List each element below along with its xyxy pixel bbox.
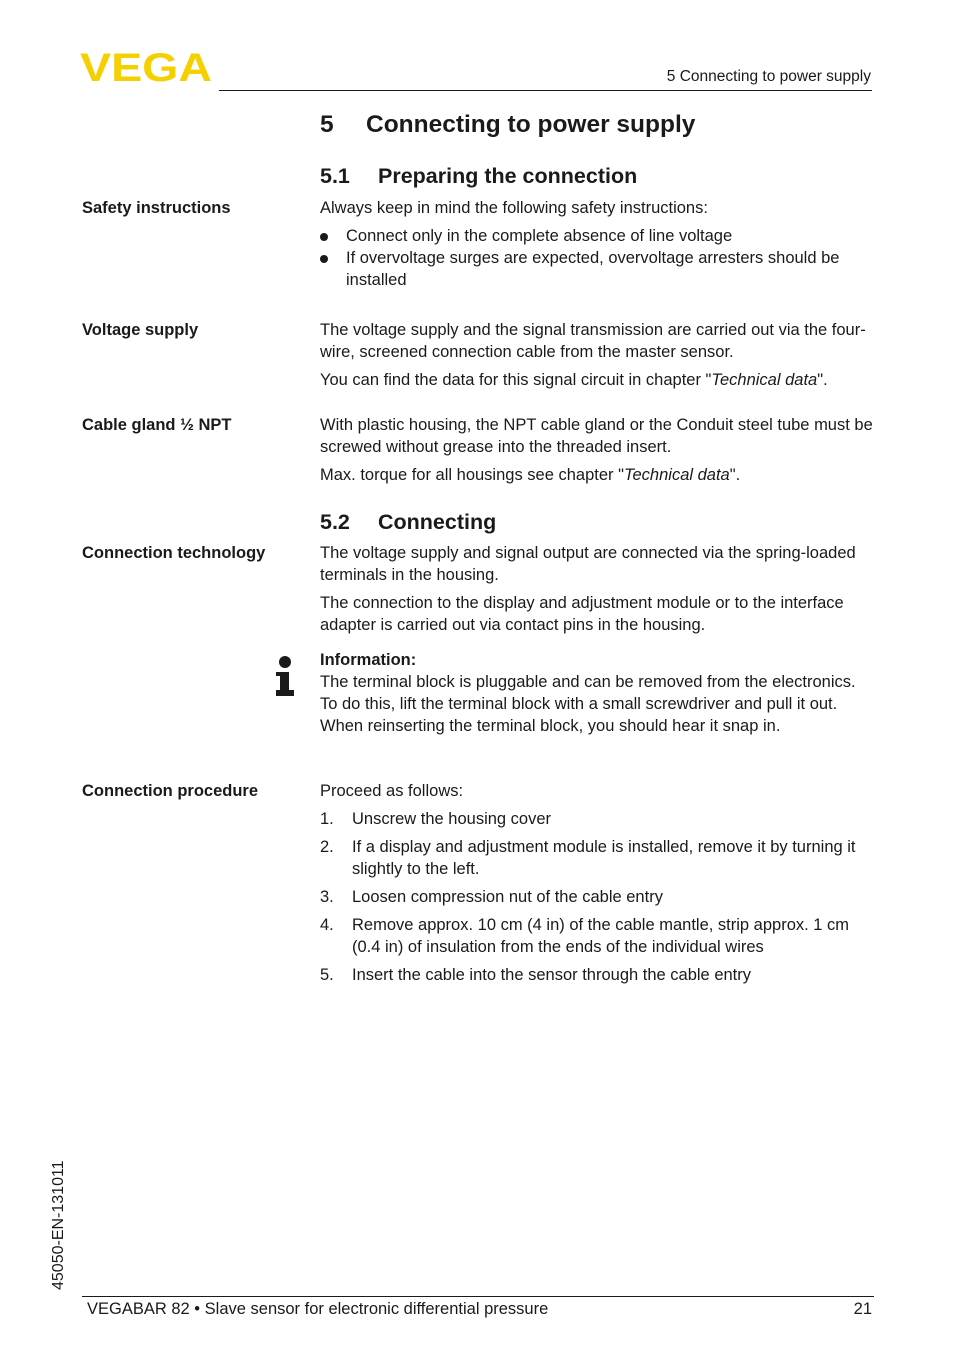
- section-number: 5.2: [320, 510, 350, 534]
- footer-rule: [82, 1296, 874, 1297]
- document-id: 45050-EN-131011: [50, 1160, 67, 1290]
- chapter-heading: [320, 111, 695, 139]
- chapter-title: Connecting to power supply: [366, 111, 696, 138]
- header-rule: [219, 90, 872, 91]
- voltage-text: The voltage supply and the signal transmission are carried out via the four-wire, screened connection cable from the master sensor.: [320, 321, 866, 361]
- bullet-dot: [320, 255, 328, 263]
- procedure-intro: Proceed as follows:: [320, 782, 464, 800]
- side-label-procedure: Connection procedure: [82, 782, 259, 800]
- voltage-block: [320, 319, 876, 397]
- info-icon: [276, 656, 294, 696]
- side-label-safety: Safety instructions: [82, 199, 231, 217]
- gland-ref: Max. torque for all housings see chapter "Technical data".: [320, 466, 741, 484]
- voltage-ref: You can find the data for this signal circuit in chapter "Technical data".: [320, 371, 828, 389]
- technology-text-1: The voltage supply and signal output are connected via the spring-loaded terminals in the housing.: [320, 544, 856, 584]
- header-chapter-ref: 5 Connecting to power supply: [666, 68, 871, 85]
- list-item: 4. Remove approx. 10 cm (4 in) of the cable mantle, strip approx. 1 cm (0.4 in) of insulation from the ends of the individual wires: [320, 916, 850, 956]
- safety-block: [320, 197, 876, 291]
- section-title: Connecting: [378, 510, 497, 534]
- side-label-gland: Cable gland ½ NPT: [82, 416, 232, 434]
- side-label-voltage: Voltage supply: [82, 321, 199, 339]
- section-heading-5-1: [320, 164, 637, 189]
- side-label-technology: Connection technology: [82, 544, 266, 562]
- section-title: Preparing the connection: [378, 164, 638, 188]
- chapter-number: 5: [320, 111, 334, 138]
- safety-intro: Always keep in mind the following safety instructions:: [320, 199, 708, 217]
- technology-block: [320, 542, 876, 642]
- page-number: 21: [853, 1300, 872, 1318]
- footer-product: VEGABAR 82 • Slave sensor for electronic differential pressure: [87, 1300, 549, 1318]
- section-number: 5.1: [320, 164, 350, 188]
- logo-text: VEGA: [80, 50, 212, 84]
- gland-block: [320, 414, 876, 492]
- vega-logo: [80, 50, 212, 84]
- info-text: The terminal block is pluggable and can be removed from the electronics. To do this, lift the terminal block with a small screwdriver and pull it out. When reinserting the terminal block, you should hear it snap in.: [320, 673, 856, 735]
- list-item: 1. Unscrew the housing cover: [320, 810, 552, 828]
- technology-text-2: The connection to the display and adjustment module or to the interface adapter is carried out via contact pins in the housing.: [320, 594, 844, 634]
- gland-text: With plastic housing, the NPT cable gland or the Conduit steel tube must be screwed without grease into the threaded insert.: [320, 416, 873, 456]
- section-heading-5-2: [320, 510, 496, 535]
- procedure-block: [320, 780, 876, 992]
- list-item: 2. If a display and adjustment module is installed, remove it by turning it slightly to the left.: [320, 838, 856, 878]
- info-block: [320, 649, 876, 737]
- info-title: Information:: [320, 651, 417, 669]
- bullet-item: If overvoltage surges are expected, overvoltage arresters should be installed: [320, 247, 876, 291]
- bullet-item: Connect only in the complete absence of line voltage: [320, 225, 876, 247]
- bullet-dot: [320, 233, 328, 241]
- list-item: 5. Insert the cable into the sensor through the cable entry: [320, 966, 751, 984]
- list-item: 3. Loosen compression nut of the cable entry: [320, 888, 663, 906]
